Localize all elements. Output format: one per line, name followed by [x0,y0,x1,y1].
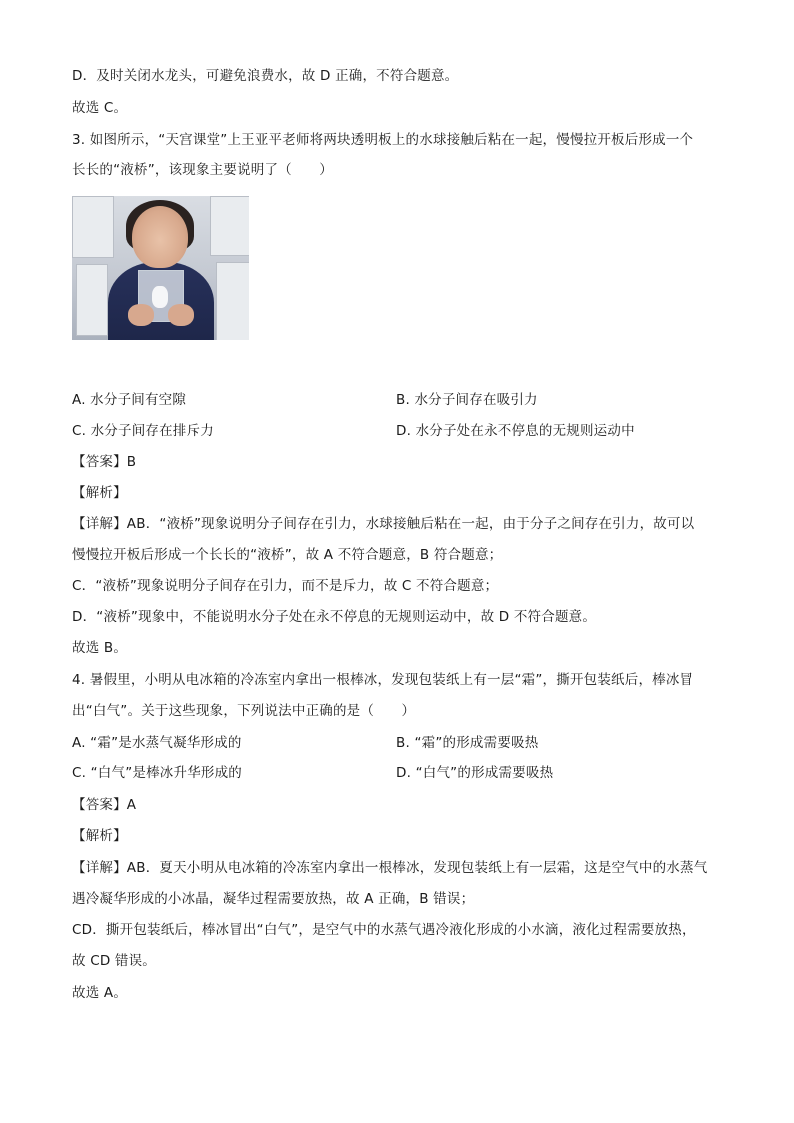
question-4-analysis-label: 【解析】 [72,828,127,844]
question-3-detail: 【详解】AB．“液桥”现象说明分子间存在引力，水球接触后粘在一起，由于分子之间存在引力，故可以 [72,516,695,532]
question-3-choose: 故选 B。 [72,640,128,656]
question-4-detail: 【详解】AB．夏天小明从电冰箱的冷冻室内拿出一根棒冰，发现包装纸上有一层霜，这是空气中的水蒸气 [72,860,708,876]
text-line: 故选 C。 [72,100,128,116]
question-3-analysis-label: 【解析】 [72,485,127,501]
photo-liquid-bridge [152,286,168,308]
photo-panel [72,196,114,258]
question-4-detail: 故 CD 错误。 [72,953,157,969]
photo-panel [216,262,249,340]
liquid-bridge-photo [72,196,249,340]
text-line: D．及时关闭水龙头，可避免浪费水，故 D 正确，不符合题意。 [72,68,459,84]
question-4-option-c: C. “白气”是棒冰升华形成的 [72,765,242,781]
question-3-option-b: B. 水分子间存在吸引力 [396,392,538,408]
question-4-option-b: B. “霜”的形成需要吸热 [396,735,539,751]
question-4-detail: CD．撕开包装纸后，棒冰冒出“白气”，是空气中的水蒸气遇冷液化形成的小水滴，液化过程需要放热， [72,922,696,938]
question-3-detail: C．“液桥”现象说明分子间存在引力，而不是斥力，故 C 不符合题意； [72,578,499,594]
question-4-answer: 【答案】A [72,797,137,813]
question-3-answer: 【答案】B [72,454,137,470]
question-3-stem: 3. 如图所示，“天宫课堂”上王亚平老师将两块透明板上的水球接触后粘在一起，慢慢拉开板后形成一个 [72,132,694,148]
question-4-stem: 4. 暑假里，小明从电冰箱的冷冻室内拿出一根棒冰，发现包装纸上有一层“霜”，撕开包装纸后，棒冰冒 [72,672,694,688]
photo-hand [128,304,154,326]
question-3-option-d: D. 水分子处在永不停息的无规则运动中 [396,423,635,439]
question-3-option-a: A. 水分子间有空隙 [72,392,187,408]
question-4-option-d: D. “白气”的形成需要吸热 [396,765,554,781]
question-3-detail: 慢慢拉开板后形成一个长长的“液桥”，故 A 不符合题意，B 符合题意； [72,547,503,563]
question-4-option-a: A. “霜”是水蒸气凝华形成的 [72,735,242,751]
question-4-detail: 遇冷凝华形成的小冰晶，凝华过程需要放热，故 A 正确，B 错误； [72,891,475,907]
question-3-detail: D．“液桥”现象中，不能说明水分子处在永不停息的无规则运动中，故 D 不符合题意。 [72,609,597,625]
question-4-choose: 故选 A。 [72,985,128,1001]
question-4-stem: 出“白气”。关于这些现象，下列说法中正确的是（ ） [72,703,416,719]
photo-person-face [132,206,188,268]
question-3-stem: 长长的“液桥”，该现象主要说明了（ ） [72,162,333,178]
photo-panel [210,196,249,256]
photo-panel [76,264,108,336]
question-3-option-c: C. 水分子间存在排斥力 [72,423,214,439]
photo-hand [168,304,194,326]
